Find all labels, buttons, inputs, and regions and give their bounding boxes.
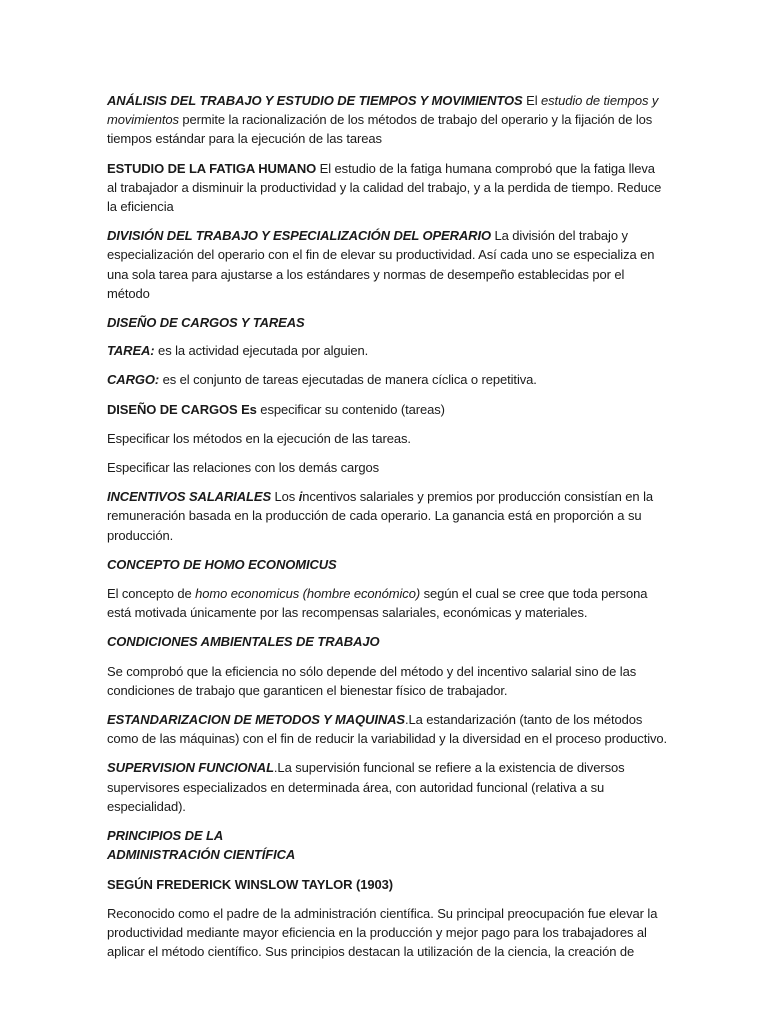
heading-diseno-cargos: DISEÑO DE CARGOS Es <box>107 401 257 417</box>
body-text: Especificar las relaciones con los demás cargos <box>107 460 380 476</box>
body-text: es el conjunto de tareas ejecutadas de manera cíclica o repetitiva. <box>159 372 537 388</box>
paragraph-incentivos <box>107 487 668 545</box>
body-text: El estudio de la fatiga humana comprobó que la fatiga lleva al trabajador a disminuir la productividad y la calidad del trabajo, y a la perdida de tiempo. Reduce la eficiencia <box>107 160 662 215</box>
body-text: es la actividad ejecutada por alguien. <box>154 343 369 359</box>
paragraph-estandarizacion <box>107 710 668 748</box>
heading-taylor: SEGÚN FREDERICK WINSLOW TAYLOR (1903) <box>107 876 393 892</box>
heading-diseno-cargos-tareas: DISEÑO DE CARGOS Y TAREAS <box>107 315 305 331</box>
heading-fatiga: ESTUDIO DE LA FATIGA HUMANO <box>107 160 317 176</box>
heading-analisis-trabajo: ANÁLISIS DEL TRABAJO Y ESTUDIO DE TIEMPOS Y MOVIMIENTOS <box>107 93 523 108</box>
emphasis-letter: i <box>298 489 303 505</box>
paragraph-especificar-relaciones <box>107 458 668 477</box>
body-text: .La supervisión funcional se refiere a la existencia de diversos supervisores especializados en determinada área, con autoridad funcional (relativa a su especialidad). <box>107 760 625 814</box>
body-text: .La estandarización (tanto de los métodos como de las máquinas) con el fin de reducir la variabilidad y la diversidad en el proceso productivo. <box>107 712 668 747</box>
body-text: La división del trabajo y especialización del operario con el fin de elevar su productividad. Así cada uno se especializa en una sola tarea para ajustarse a los estándares y normas de desempeño establecidas por el método <box>107 228 655 301</box>
italic-term: estudio de tiempos y movimientos <box>107 93 659 128</box>
paragraph-division-trabajo <box>107 226 668 303</box>
paragraph-fatiga <box>107 159 668 217</box>
heading-principios-line2: ADMINISTRACIÓN CIENTÍFICA <box>107 847 296 863</box>
body-text: El concepto de <box>107 586 196 602</box>
paragraph-principios <box>107 826 668 864</box>
body-text: especificar su contenido (tareas) <box>256 401 445 417</box>
paragraph-condiciones <box>107 662 668 700</box>
paragraph-especificar-metodos <box>107 429 668 448</box>
paragraph-taylor <box>107 904 668 962</box>
heading-condiciones: CONDICIONES AMBIENTALES DE TRABAJO <box>107 634 380 650</box>
body-text: Reconocido como el padre de la administración científica. Su principal preocupación fue elevar la productividad mediante mayor eficiencia en la producción y mejor pago para los trabajadores al aplicar el método científico. Sus principios destacan la utilización de la ciencia, la creación de <box>107 905 658 960</box>
paragraph-analisis-trabajo <box>107 91 668 149</box>
body-text: Se comprobó que la eficiencia no sólo depende del método y del incentivo salarial sino de las condiciones de trabajo que garanticen el bienestar físico de trabajador. <box>107 663 637 698</box>
paragraph-supervision <box>107 758 668 816</box>
body-text: El <box>522 93 542 108</box>
heading-division-trabajo: DIVISIÓN DEL TRABAJO Y ESPECIALIZACIÓN DEL OPERARIO <box>107 228 491 244</box>
heading-cargo: CARGO: <box>107 372 160 388</box>
body-text: ncentivos salariales y premios por producción consistían en la remuneración basada en la producción de cada operario. La ganancia está en proporción a su producción. <box>107 489 653 543</box>
paragraph-tarea <box>107 341 668 360</box>
heading-principios-line1: PRINCIPIOS DE LA <box>107 828 224 844</box>
paragraph-condiciones-heading <box>107 632 668 651</box>
paragraph-homo-economicus-heading <box>107 555 668 574</box>
body-text: Los <box>271 489 299 505</box>
body-text: según el cual se cree que toda persona está motivada únicamente por las recompensas salariales, económicas y materiales. <box>107 586 648 621</box>
body-text: Especificar los métodos en la ejecución de las tareas. <box>107 430 411 446</box>
body-text: permite la racionalización de los métodos de trabajo del operario y la fijación de los tiempos estándar para la ejecución de las tareas <box>107 112 653 147</box>
heading-supervision: SUPERVISION FUNCIONAL <box>107 760 274 776</box>
heading-estandarizacion: ESTANDARIZACION DE METODOS Y MAQUINAS <box>107 712 405 728</box>
heading-incentivos: INCENTIVOS SALARIALES <box>107 489 272 505</box>
paragraph-homo-economicus <box>107 584 668 622</box>
paragraph-diseno-cargos-tareas <box>107 313 668 332</box>
heading-homo-economicus: CONCEPTO DE HOMO ECONOMICUS <box>107 556 337 572</box>
heading-tarea: TAREA: <box>107 343 155 359</box>
italic-term: homo economicus (hombre económico) <box>195 586 421 602</box>
paragraph-diseno-cargos <box>107 400 668 419</box>
paragraph-cargo <box>107 370 668 389</box>
paragraph-taylor-heading <box>107 875 668 894</box>
